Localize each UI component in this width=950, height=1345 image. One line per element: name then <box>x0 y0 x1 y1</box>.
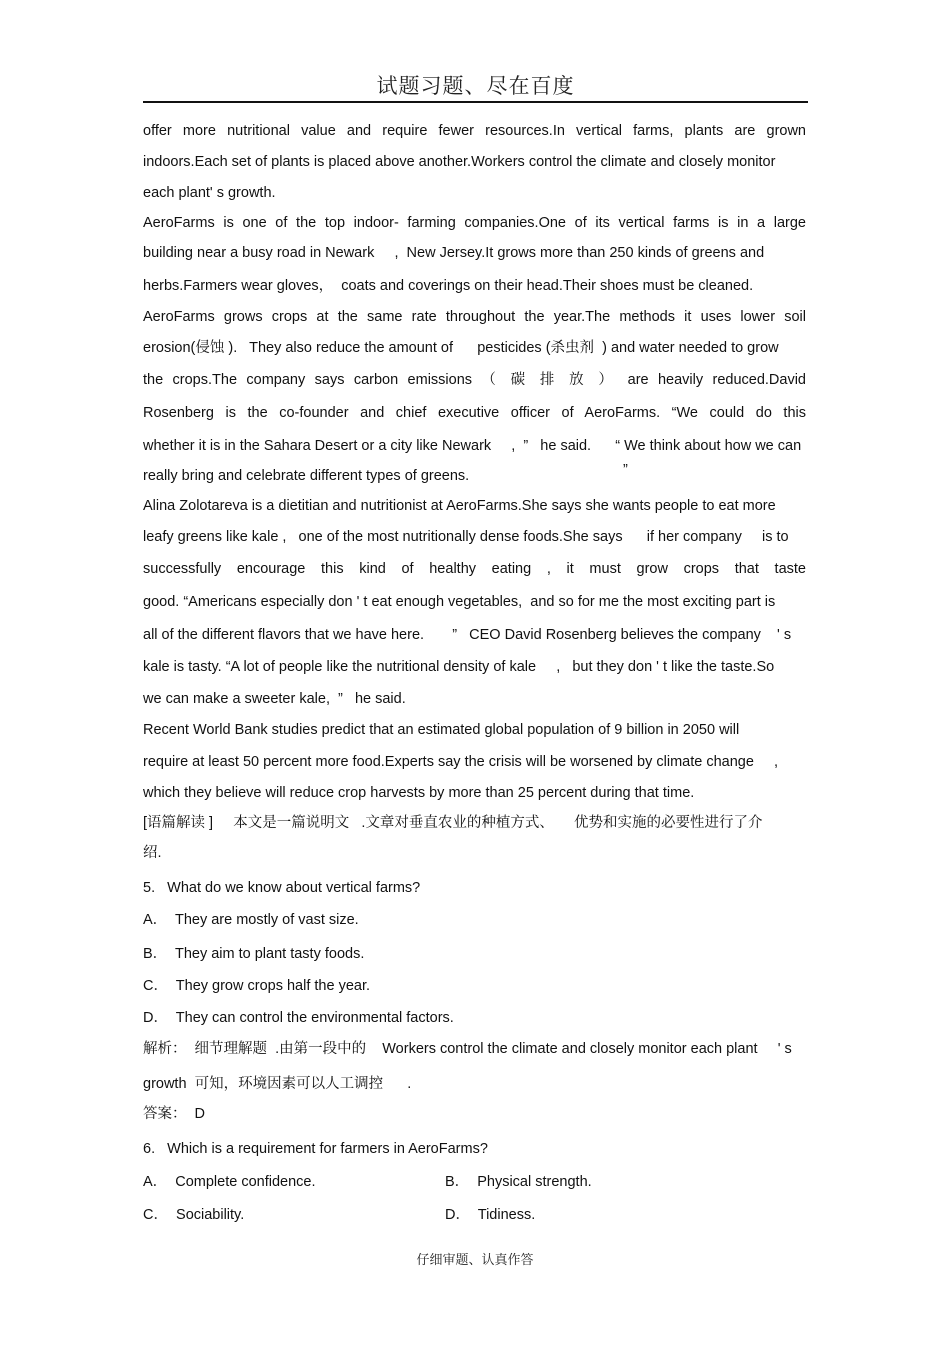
passage-line: leafy greens like kale , one of the most nutritionally dense foods.She says if her company is to <box>143 529 789 545</box>
passage-line: offer more nutritional value and require fewer resources.In vertical farms, plants are grown <box>143 123 806 139</box>
question-6-option-d: D． Tidiness. <box>445 1207 536 1223</box>
passage-line: the crops.The company says carbon emissions （ 碳 排 放 ） are heavily reduced.David <box>143 372 806 388</box>
passage-line: each plant' s growth. <box>143 185 276 201</box>
page-footer: 仔细审题、认真作答 <box>416 1253 534 1268</box>
passage-line: building near a busy road in Newark , New Jersey.It grows more than 250 kinds of greens and <box>143 245 765 261</box>
passage-line: indoors.Each set of plants is placed above another.Workers control the climate and closely monitor <box>143 154 776 170</box>
passage-line: kale is tasty. “A lot of people like the nutritional density of kale , but they don ' t like the taste.So <box>143 659 775 675</box>
page-header-title: 试题习题、尽在百度 <box>376 74 575 98</box>
passage-line: AeroFarms is one of the top indoor- farming companies.One of its vertical farms is in a large <box>143 215 806 231</box>
question-6-stem: 6. Which is a requirement for farmers in AeroFarms? <box>143 1141 488 1157</box>
passage-line: all of the different flavors that we have here. ” CEO David Rosenberg believes the company ' s <box>143 627 792 643</box>
question-5-option-b: B． They aim to plant tasty foods. <box>143 946 365 962</box>
question-5-analysis: growth 可知，环境因素可以人工调控 . <box>143 1076 412 1092</box>
passage-line: Rosenberg is the co-founder and chief executive officer of AeroFarms. “We could do this <box>143 405 806 421</box>
passage-line: successfully encourage this kind of healthy eating , it must grow crops that taste <box>143 561 806 577</box>
question-6-option-b: B． Physical strength. <box>445 1174 592 1190</box>
closing-quote: ” <box>623 462 628 478</box>
summary-line: [语篇解读 ] 本文是一篇说明文 .文章对垂直农业的种植方式、 优势和实施的必要性进行了介 <box>143 815 763 831</box>
question-5-option-a: A． They are mostly of vast size. <box>143 912 359 928</box>
question-6-option-a: A． Complete confidence. <box>143 1174 316 1190</box>
header-rule <box>143 101 808 103</box>
passage-line: herbs.Farmers wear gloves， coats and coverings on their head.Their shoes must be cleaned. <box>143 278 754 294</box>
question-5-analysis: 解析： 细节理解题 .由第一段中的 Workers control the climate and closely monitor each plant ' s <box>143 1041 792 1057</box>
passage-line: erosion(侵蚀 ). They also reduce the amount of pesticides (杀虫剂 ) and water needed to grow <box>143 340 779 356</box>
question-5-option-d: D． They can control the environmental factors. <box>143 1010 454 1026</box>
passage-line: really bring and celebrate different types of greens. <box>143 468 470 484</box>
passage-line: which they believe will reduce crop harvests by more than 25 percent during that time. <box>143 785 695 801</box>
passage-line: good. “Americans especially don ' t eat enough vegetables, and so for me the most exciting part is <box>143 594 776 610</box>
question-6-option-c: C． Sociability. <box>143 1207 245 1223</box>
passage-line: whether it is in the Sahara Desert or a city like Newark , ” he said. “ We think about how we can <box>143 438 802 454</box>
passage-line: require at least 50 percent more food.Experts say the crisis will be worsened by climate change , <box>143 754 779 770</box>
question-5-option-c: C． They grow crops half the year. <box>143 978 371 994</box>
question-5-stem: 5. What do we know about vertical farms? <box>143 880 421 896</box>
passage-line: Alina Zolotareva is a dietitian and nutritionist at AeroFarms.She says she wants people to eat more <box>143 498 776 514</box>
question-5-answer: 答案： D <box>143 1106 206 1122</box>
passage-line: AeroFarms grows crops at the same rate throughout the year.The methods it uses lower soil <box>143 309 806 325</box>
summary-line: 绍. <box>143 845 162 861</box>
passage-line: Recent World Bank studies predict that an estimated global population of 9 billion in 2050 will <box>143 722 740 738</box>
passage-line: we can make a sweeter kale, ” he said. <box>143 691 406 707</box>
